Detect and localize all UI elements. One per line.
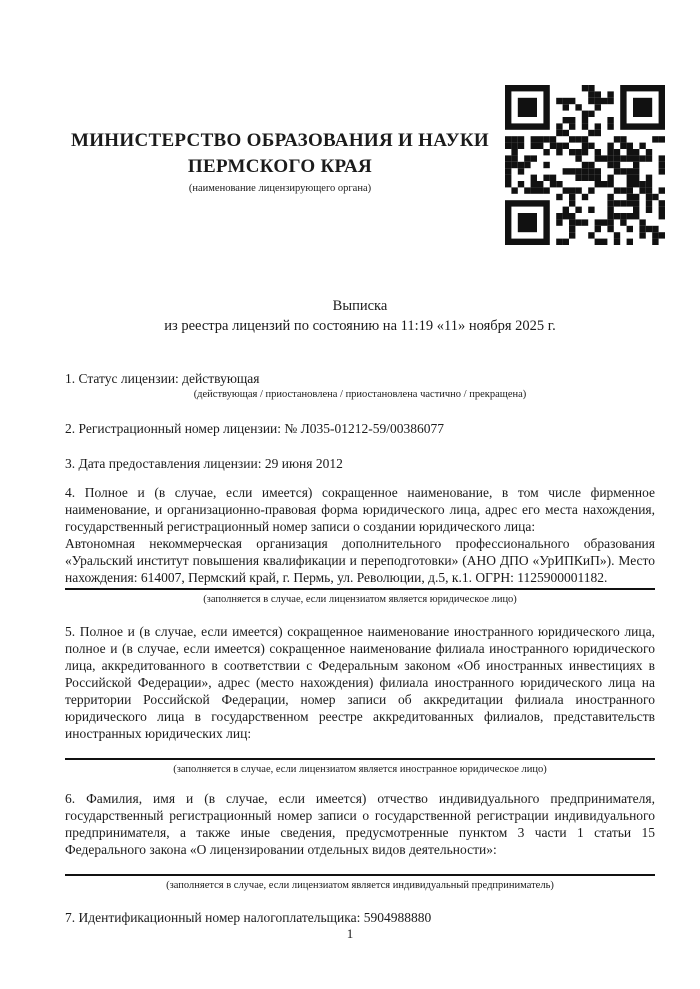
document-subtitle: из реестра лицензий по состоянию на 11:19 «11» ноября 2025 г. (164, 318, 556, 334)
item-6-entrepreneur-question: 6. Фамилия, имя и (в случае, если имеется) отчество индивидуального предпринимателя, государственный регистрационный номер записи о государственной регистрации индивидуального предпринимателя, а также иные сведения, предусмотренные пунктом 3 части 1 статьи 15 Федерального закона «О лицензировании отдельных видов деятельности»: (65, 791, 655, 857)
item-4-fill-line (65, 588, 655, 590)
item-4-caption: (заполняется в случае, если лицензиатом является юридическое лицо) (203, 594, 517, 605)
licensing-authority-header (30, 128, 530, 196)
ministry-name-line2: ПЕРМСКОГО КРАЯ (187, 156, 373, 177)
ministry-name-line1: МИНИСТЕРСТВО ОБРАЗОВАНИЯ И НАУКИ (70, 130, 490, 151)
item-5-foreign-entity-question: 5. Полное и (в случае, если имеется) сокращенное наименование иностранного юридического лица, полное и (в случае, если имеется) сокращенное наименование филиала иностранного юридического лица, аккредитованного в соответствии с Федеральным законом «Об иностранных инвестициях в Российской Федерации», адрес (место нахождения) филиала иностранного юридического лица на территории Российской Федерации, номер записи об аккредитации филиала иностранного юридического лица в государственном реестре аккредитованных филиалов, представительств иностранных юридических лиц: (65, 624, 655, 741)
item-3-grant-date: 3. Дата предоставления лицензии: 29 июня 2012 (65, 456, 343, 471)
item-7-taxpayer-number: 7. Идентификационный номер налогоплательщика: 5904988880 (65, 910, 432, 925)
page-number: 1 (346, 926, 354, 941)
item-6-fill-line (65, 874, 655, 876)
item-1-license-status: 1. Статус лицензии: действующая (65, 371, 260, 386)
item-5-caption: (заполняется в случае, если лицензиатом является иностранное юридическое лицо) (173, 764, 547, 775)
ministry-caption: (наименование лицензирующего органа) (188, 183, 372, 194)
item-4-legal-entity-answer: Автономная некоммерческая организация дополнительного профессионального образования «Уральский институт повышения квалификации и переподготовки» (АНО ДПО «УрИПКиП»). Место нахождения: 614007, Пермский край, г. Пермь, ул. Революции, д.5, к.1. ОГРН: 1125900001182. (65, 536, 655, 585)
document-title: Выписка (332, 298, 388, 314)
document-title-block (65, 296, 655, 336)
item-6-caption: (заполняется в случае, если лицензиатом является индивидуальный предприниматель) (166, 880, 554, 891)
item-4-legal-entity-question: 4. Полное и (в случае, если имеется) сокращенное наименование, в том числе фирменное наименование, и организационно-правовая форма юридического лица, адрес его места нахождения, государственный регистрационный номер записи о создании юридического лица: (65, 485, 655, 534)
document-body (65, 296, 655, 926)
item-1-status-options-caption: (действующая / приостановлена / приостановлена частично / прекращена) (193, 389, 527, 400)
item-2-registration-number: 2. Регистрационный номер лицензии: № Л035-01212-59/00386077 (65, 421, 445, 436)
item-5-fill-line (65, 758, 655, 760)
